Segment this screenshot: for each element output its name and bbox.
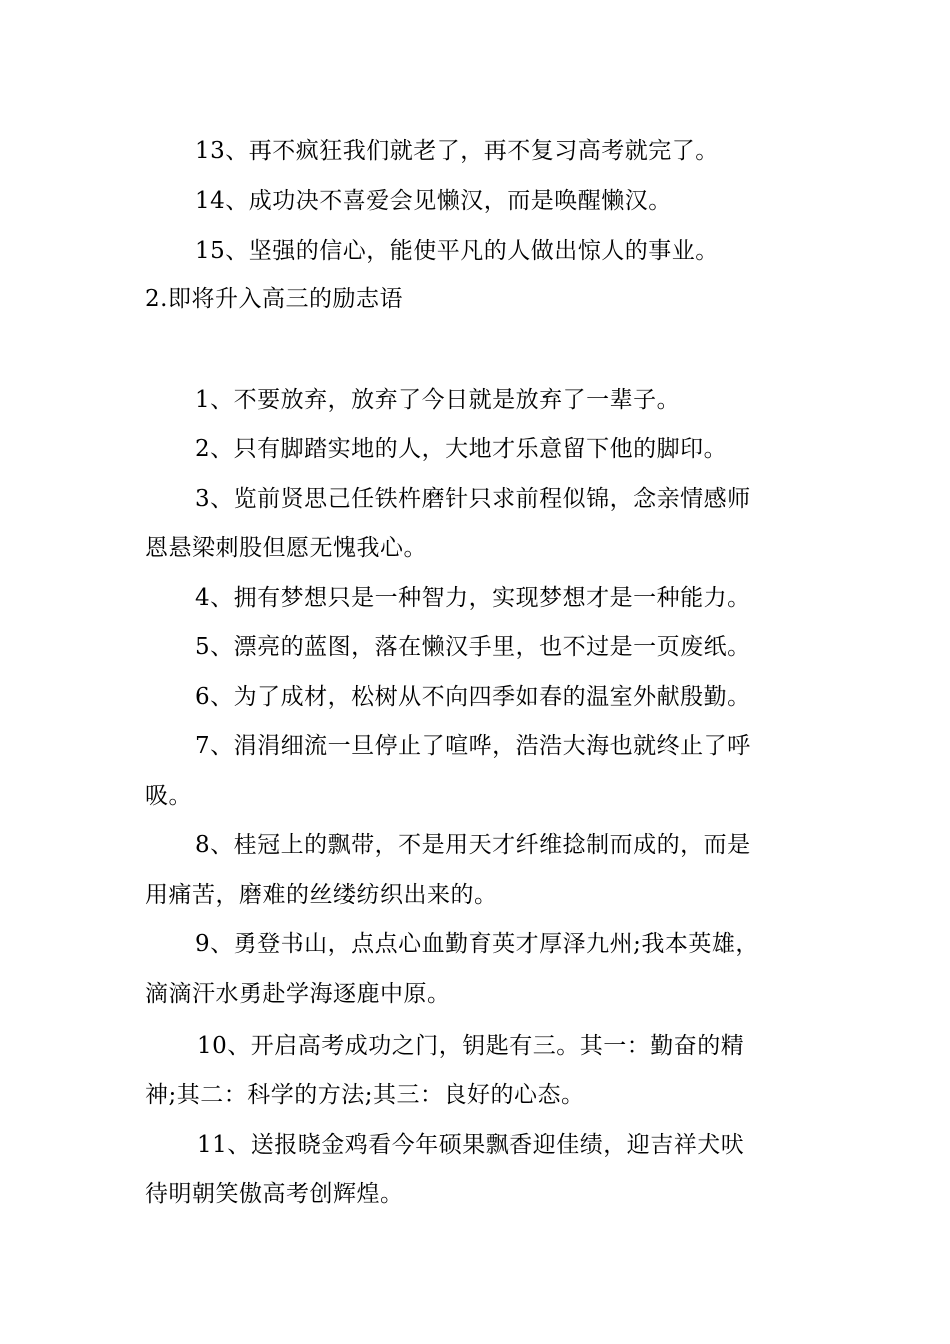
list-item-7: 7、涓涓细流一旦停止了喧哗，浩浩大海也就终止了呼 [195, 733, 751, 759]
list-item-5: 5、漂亮的蓝图，落在懒汉手里，也不过是一页废纸。 [195, 634, 751, 660]
list-item-4: 4、拥有梦想只是一种智力，实现梦想才是一种能力。 [195, 585, 751, 611]
list-item-14: 14、成功决不喜爱会见懒汉，而是唤醒懒汉。 [195, 188, 672, 214]
list-item-10: 10、开启高考成功之门，钥匙有三。其一：勤奋的精 [197, 1033, 745, 1059]
list-item-11: 11、送报晓金鸡看今年硕果飘香迎佳绩，迎吉祥犬吠 [197, 1132, 745, 1158]
list-item-7-cont: 吸。 [145, 783, 192, 809]
list-item-8-cont: 用痛苦，磨难的丝缕纺织出来的。 [145, 882, 498, 908]
list-item-9: 9、勇登书山，点点心血勤育英才厚泽九州;我本英雄， [195, 931, 759, 957]
list-item-3-cont: 恩悬梁刺股但愿无愧我心。 [145, 535, 427, 561]
list-item-11-cont: 待明朝笑傲高考创辉煌。 [145, 1181, 404, 1207]
list-item-2: 2、只有脚踏实地的人，大地才乐意留下他的脚印。 [195, 436, 728, 462]
list-item-10-cont: 神;其二：科学的方法;其三：良好的心态。 [145, 1082, 585, 1108]
list-item-9-cont: 滴滴汗水勇赴学海逐鹿中原。 [145, 981, 451, 1007]
list-item-6: 6、为了成材，松树从不向四季如春的温室外献殷勤。 [195, 684, 751, 710]
section-heading: 2.即将升入高三的励志语 [145, 286, 403, 312]
list-item-8: 8、桂冠上的飘带，不是用天才纤维捻制而成的，而是 [195, 832, 751, 858]
list-item-15: 15、坚强的信心，能使平凡的人做出惊人的事业。 [195, 238, 719, 264]
list-item-3: 3、览前贤思己任铁杵磨针只求前程似锦，念亲情感师 [195, 486, 751, 512]
list-item-13: 13、再不疯狂我们就老了，再不复习高考就完了。 [195, 138, 719, 164]
list-item-1: 1、不要放弃，放弃了今日就是放弃了一辈子。 [195, 387, 681, 413]
